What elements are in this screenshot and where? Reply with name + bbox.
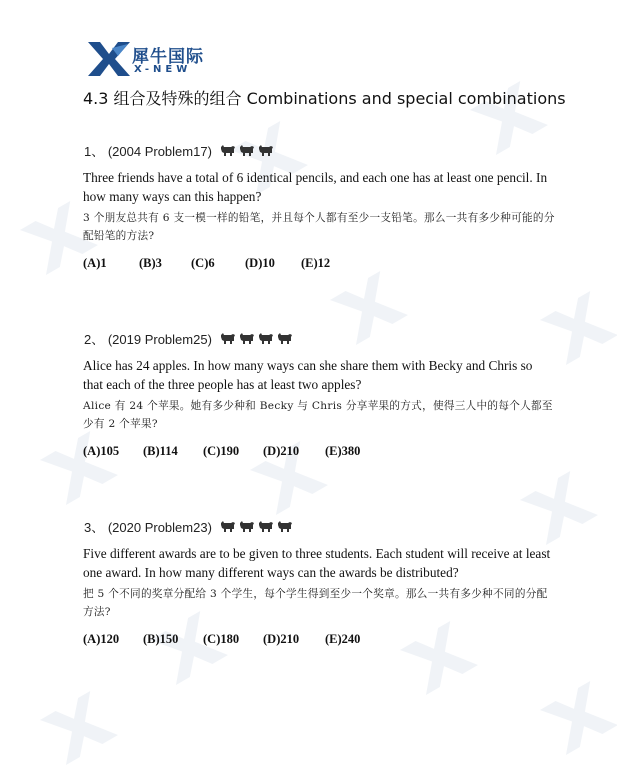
question-2-english: Alice has 24 apples. In how many ways can she share them with Becky and Chris so that each of the three people has at least two apples? <box>83 358 533 392</box>
question-2-label: 2、 (2019 Problem25) <box>84 332 212 347</box>
question-2-chinese: Alice 有 24 个苹果。她有多少种和 Becky 与 Chris 分享苹果的方式，使得三人中的每个人都至少有 2 个苹果? <box>83 400 553 430</box>
question-1-chinese: 3 个朋友总共有 6 支一模一样的铅笔，并且每个人都有至少一支铅笔。那么一共有多少种可能的分配铅笔的方法? <box>83 212 555 242</box>
bull-icon <box>258 521 274 532</box>
choice-c: (C)190 <box>203 444 240 458</box>
question-1-english: Three friends have a total of 6 identical pencils, and each one has at least one pencil. In how many ways can this happen? <box>83 170 548 204</box>
choice-a: (A)1 <box>83 256 107 270</box>
brand-logo <box>88 42 208 80</box>
choice-d: (D)210 <box>263 444 300 458</box>
difficulty-rating <box>220 521 293 532</box>
difficulty-rating <box>220 145 274 156</box>
choice-b: (B)114 <box>143 444 178 458</box>
question-3-header <box>84 517 293 536</box>
question-3-choices <box>83 632 360 647</box>
question-2-header <box>84 329 293 348</box>
bull-icon <box>220 145 236 156</box>
choice-d: (D)10 <box>245 256 275 270</box>
logo-english-text: X-NEW <box>134 64 192 75</box>
bull-icon <box>220 333 236 344</box>
bull-icon <box>239 333 255 344</box>
question-1-label: 1、 (2004 Problem17) <box>84 144 212 159</box>
choice-e: (E)240 <box>325 632 361 646</box>
bull-icon <box>239 145 255 156</box>
choice-b: (B)150 <box>143 632 179 646</box>
choice-c: (C)6 <box>191 256 215 270</box>
question-3-chinese: 把 5 个不同的奖章分配给 3 个学生，每个学生得到至少一个奖章。那么一共有多少种不同的分配方法? <box>83 588 548 618</box>
choice-b: (B)3 <box>139 256 162 270</box>
bull-icon <box>220 521 236 532</box>
choice-e: (E)380 <box>325 444 361 458</box>
bull-icon <box>258 333 274 344</box>
choice-a: (A)120 <box>83 632 120 646</box>
question-1-choices <box>83 256 330 271</box>
question-1-header <box>84 141 274 160</box>
choice-a: (A)105 <box>83 444 120 458</box>
difficulty-rating <box>220 333 293 344</box>
question-3-label: 3、 (2020 Problem23) <box>84 520 212 535</box>
choice-d: (D)210 <box>263 632 300 646</box>
page-title: 4.3 组合及特殊的组合 Combinations and special combinations <box>83 89 566 108</box>
choice-c: (C)180 <box>203 632 240 646</box>
question-2-choices <box>83 444 360 459</box>
choice-e: (E)12 <box>301 256 331 270</box>
bull-icon <box>239 521 255 532</box>
question-3-english: Five different awards are to be given to three students. Each student will receive at least one award. In how many different ways can the awards be distributed? <box>83 546 551 580</box>
bull-icon <box>277 333 293 344</box>
logo-chinese-text: 犀牛国际 <box>132 47 204 67</box>
bull-icon <box>277 521 293 532</box>
bull-icon <box>258 145 274 156</box>
x-logo-icon <box>88 42 130 76</box>
